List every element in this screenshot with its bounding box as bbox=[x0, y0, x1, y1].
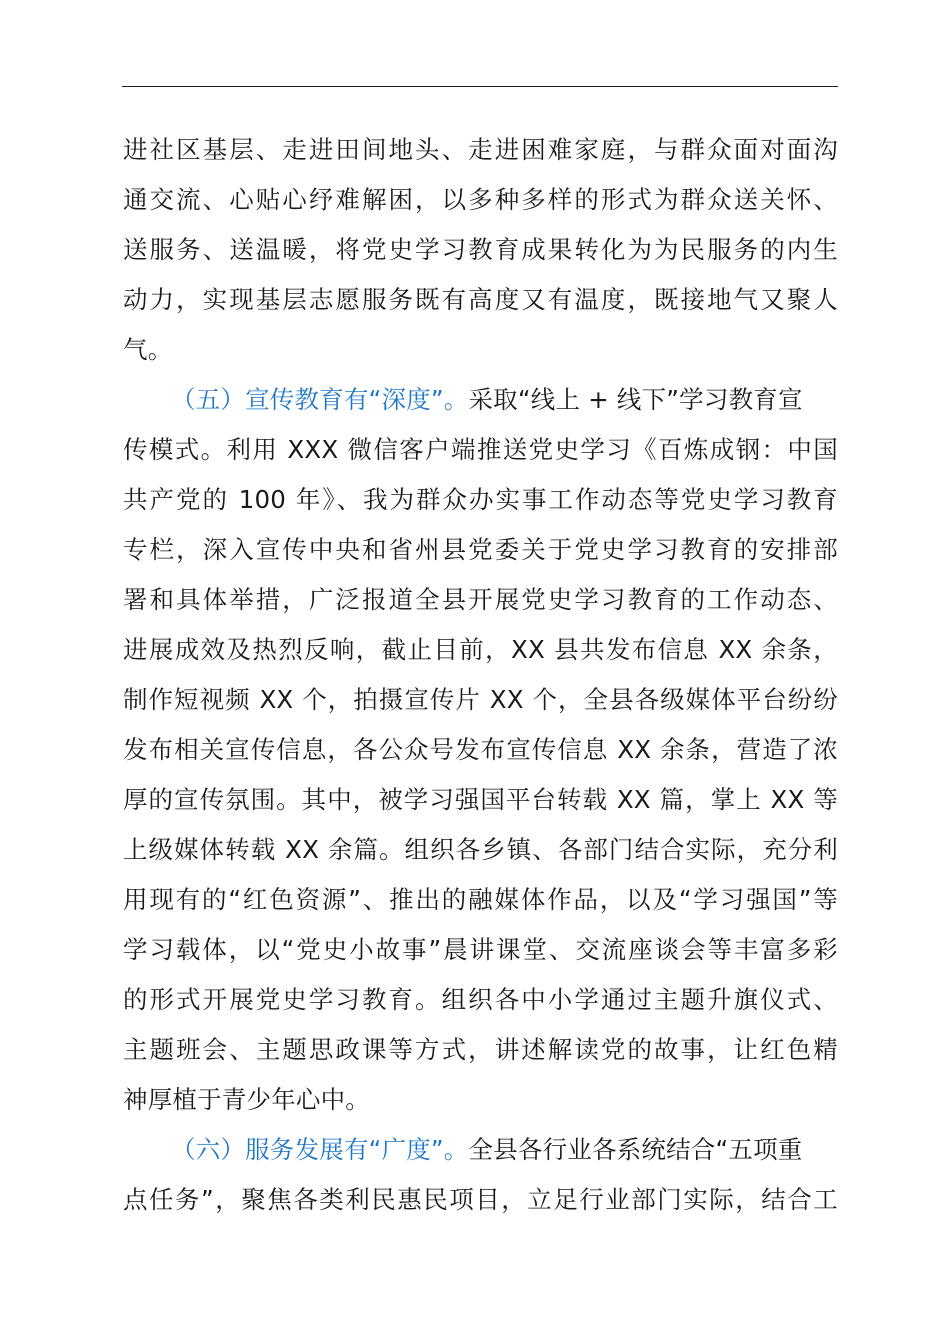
header-rule bbox=[122, 86, 838, 87]
paragraph-line: 共产党的 100 年》、我为群众办实事工作动态等党史学习教育 bbox=[123, 485, 838, 514]
section-five-heading: （五）宣传教育有“深度”。 bbox=[171, 385, 469, 414]
paragraph-line: 点任务”，聚焦各类利民惠民项目，立足行业部门实际，结合工 bbox=[123, 1185, 838, 1214]
paragraph-line: 厚的宣传氛围。其中，被学习强国平台转载 XX 篇，掌上 XX 等 bbox=[123, 785, 838, 814]
paragraph-line: 主题班会、主题思政课等方式，讲述解读党的故事，让红色精 bbox=[123, 1035, 838, 1064]
paragraph-line: 学习载体，以“党史小故事”晨讲课堂、交流座谈会等丰富多彩 bbox=[123, 935, 838, 964]
body-text bbox=[123, 125, 838, 1225]
section-five-first-line-text: 采取“线上 + 线下”学习教育宣 bbox=[468, 385, 803, 414]
paragraph-line: 专栏，深入宣传中央和省州县党委关于党史学习教育的安排部 bbox=[123, 535, 838, 564]
paragraph-line: 通交流、心贴心纾难解困，以多种多样的形式为群众送关怀、 bbox=[123, 185, 838, 214]
section-six-first-line-text: 全县各行业各系统结合“五项重 bbox=[468, 1135, 803, 1164]
paragraph-line: 制作短视频 XX 个，拍摄宣传片 XX 个，全县各级媒体平台纷纷 bbox=[123, 685, 838, 714]
section-six-heading: （六）服务发展有“广度”。 bbox=[171, 1135, 469, 1164]
paragraph-line: 送服务、送温暖，将党史学习教育成果转化为为民服务的内生 bbox=[123, 235, 838, 264]
section-five-first-line bbox=[123, 375, 838, 425]
paragraph-line: 神厚植于青少年心中。 bbox=[123, 1085, 370, 1114]
paragraph-line: 传模式。利用 XXX 微信客户端推送党史学习《百炼成钢：中国 bbox=[123, 435, 838, 464]
paragraph-line: 动力，实现基层志愿服务既有高度又有温度，既接地气又聚人 bbox=[123, 285, 838, 314]
paragraph-line: 署和具体举措，广泛报道全县开展党史学习教育的工作动态、 bbox=[123, 585, 838, 614]
paragraph-line: 的形式开展党史学习教育。组织各中小学通过主题升旗仪式、 bbox=[123, 985, 838, 1014]
paragraph-line: 进展成效及热烈反响，截止目前，XX 县共发布信息 XX 余条， bbox=[123, 635, 838, 664]
paragraph-line: 用现有的“红色资源”、推出的融媒体作品，以及“学习强国”等 bbox=[123, 885, 838, 914]
paragraph-line: 气。 bbox=[123, 335, 173, 364]
paragraph-line: 上级媒体转载 XX 余篇。组织各乡镇、各部门结合实际，充分利 bbox=[123, 835, 838, 864]
paragraph-line: 进社区基层、走进田间地头、走进困难家庭，与群众面对面沟 bbox=[123, 135, 838, 164]
paragraph-line: 发布相关宣传信息，各公众号发布宣传信息 XX 余条，营造了浓 bbox=[123, 735, 838, 764]
section-six-first-line bbox=[123, 1125, 838, 1175]
